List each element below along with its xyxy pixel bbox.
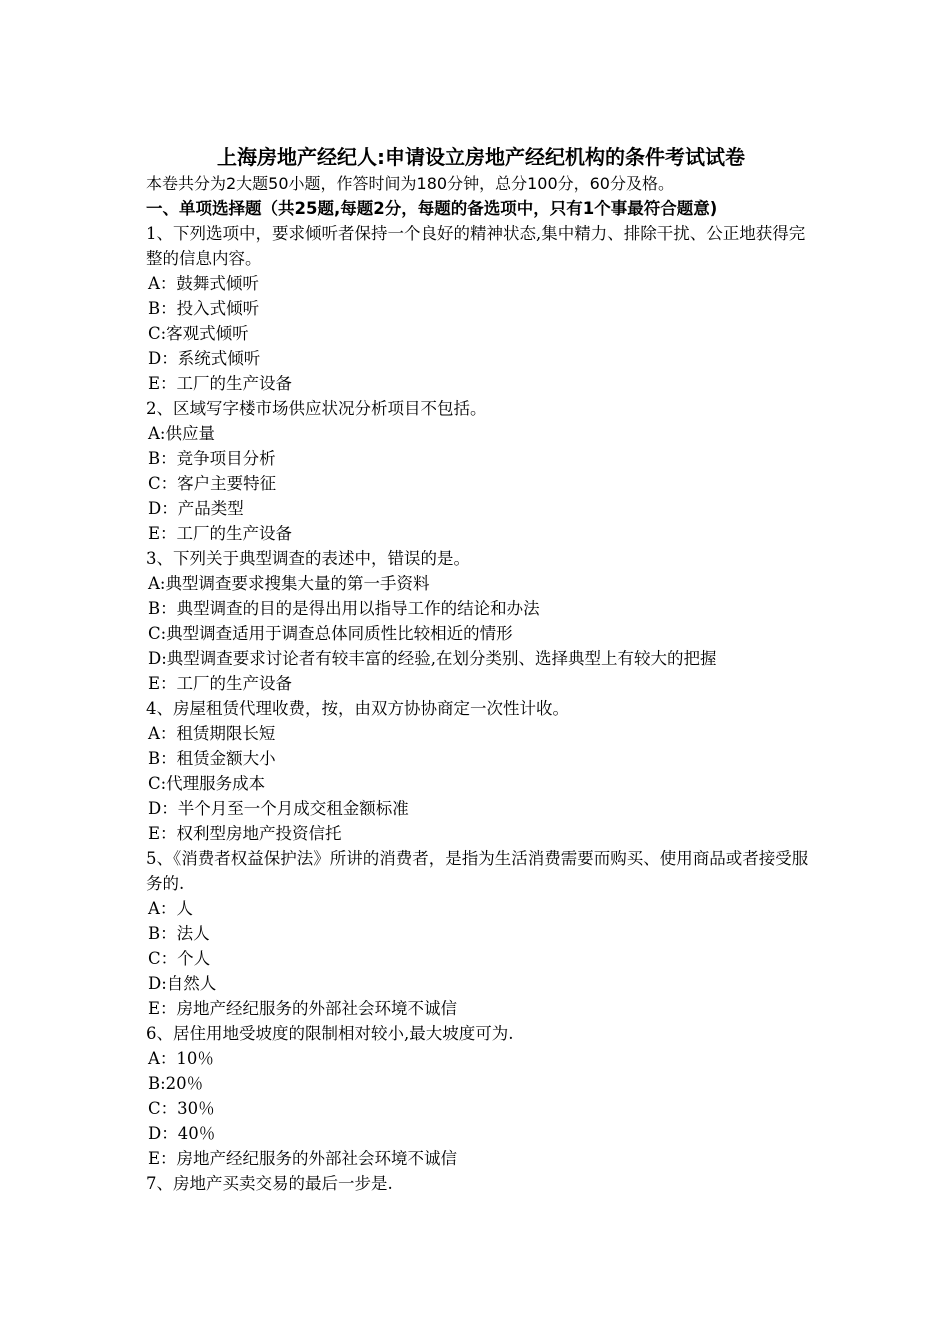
option-d: D：半个月至一个月成交租金额标准 (148, 799, 409, 818)
exam-intro: 本卷共分为2大题50小题，作答时间为180分钟，总分100分，60分及格。 (146, 174, 674, 193)
option-d: D:典型调查要求讨论者有较丰富的经验,在划分类别、选择典型上有较大的把握 (148, 649, 717, 668)
option-a: A:典型调查要求搜集大量的第一手资料 (148, 574, 430, 593)
question-stem: 5、《消费者权益保护法》所讲的消费者，是指为生活消费需要而购买、使用商品或者接受服务的. (146, 849, 809, 893)
option-list (146, 421, 816, 546)
question-2 (146, 396, 816, 546)
option-c: C：客户主要特征 (148, 474, 277, 493)
option-c: C:客观式倾听 (148, 324, 249, 343)
option-list (146, 721, 816, 846)
question-1 (146, 221, 816, 396)
option-b: B:20％ (148, 1074, 204, 1093)
option-d: D：产品类型 (148, 499, 244, 518)
option-b: B：投入式倾听 (148, 299, 260, 318)
option-e: E：权利型房地产投资信托 (148, 824, 342, 843)
question-7 (146, 1171, 816, 1196)
option-d: D:自然人 (148, 974, 217, 993)
question-stem: 6、居住用地受坡度的限制相对较小,最大坡度可为. (146, 1024, 514, 1043)
option-d: D：系统式倾听 (148, 349, 261, 368)
option-e: E：工厂的生产设备 (148, 374, 293, 393)
option-b: B：法人 (148, 924, 210, 943)
option-a: A：租赁期限长短 (148, 724, 276, 743)
option-e: E：工厂的生产设备 (148, 524, 293, 543)
option-b: B：典型调查的目的是得出用以指导工作的结论和办法 (148, 599, 540, 618)
question-stem: 7、房地产买卖交易的最后一步是. (146, 1174, 393, 1193)
question-3 (146, 546, 816, 696)
option-e: E：工厂的生产设备 (148, 674, 293, 693)
question-6 (146, 1021, 816, 1171)
option-d: D：40％ (148, 1124, 216, 1143)
question-stem: 1、下列选项中，要求倾听者保持一个良好的精神状态,集中精力、排除干扰、公正地获得完整的信息内容。 (146, 224, 806, 268)
option-b: B：竞争项目分析 (148, 449, 276, 468)
option-list (146, 896, 816, 1021)
option-c: C：30％ (148, 1099, 215, 1118)
document-page (146, 142, 816, 1196)
question-4 (146, 696, 816, 846)
option-a: A：鼓舞式倾听 (148, 274, 259, 293)
option-list (146, 271, 816, 396)
option-list (146, 1046, 816, 1171)
option-e: E：房地产经纪服务的外部社会环境不诚信 (148, 1149, 458, 1168)
option-c: C:典型调查适用于调查总体同质性比较相近的情形 (148, 624, 513, 643)
option-a: A:供应量 (148, 424, 215, 443)
option-a: A：人 (148, 899, 193, 918)
question-5 (146, 846, 816, 1021)
option-c: C:代理服务成本 (148, 774, 266, 793)
option-b: B：租赁金额大小 (148, 749, 276, 768)
option-e: E：房地产经纪服务的外部社会环境不诚信 (148, 999, 458, 1018)
question-stem: 3、下列关于典型调查的表述中，错误的是。 (146, 549, 470, 568)
section-heading: 一、单项选择题（共25题,每题2分，每题的备选项中，只有1个事最符合题意) (146, 199, 718, 218)
option-list (146, 571, 816, 696)
question-stem: 4、房屋租赁代理收费，按，由双方协协商定一次性计收。 (146, 699, 569, 718)
option-c: C：个人 (148, 949, 211, 968)
question-stem: 2、区域写字楼市场供应状况分析项目不包括。 (146, 399, 487, 418)
option-a: A：10％ (148, 1049, 214, 1068)
document-title: 上海房地产经纪人:申请设立房地产经纪机构的条件考试试卷 (217, 145, 745, 169)
